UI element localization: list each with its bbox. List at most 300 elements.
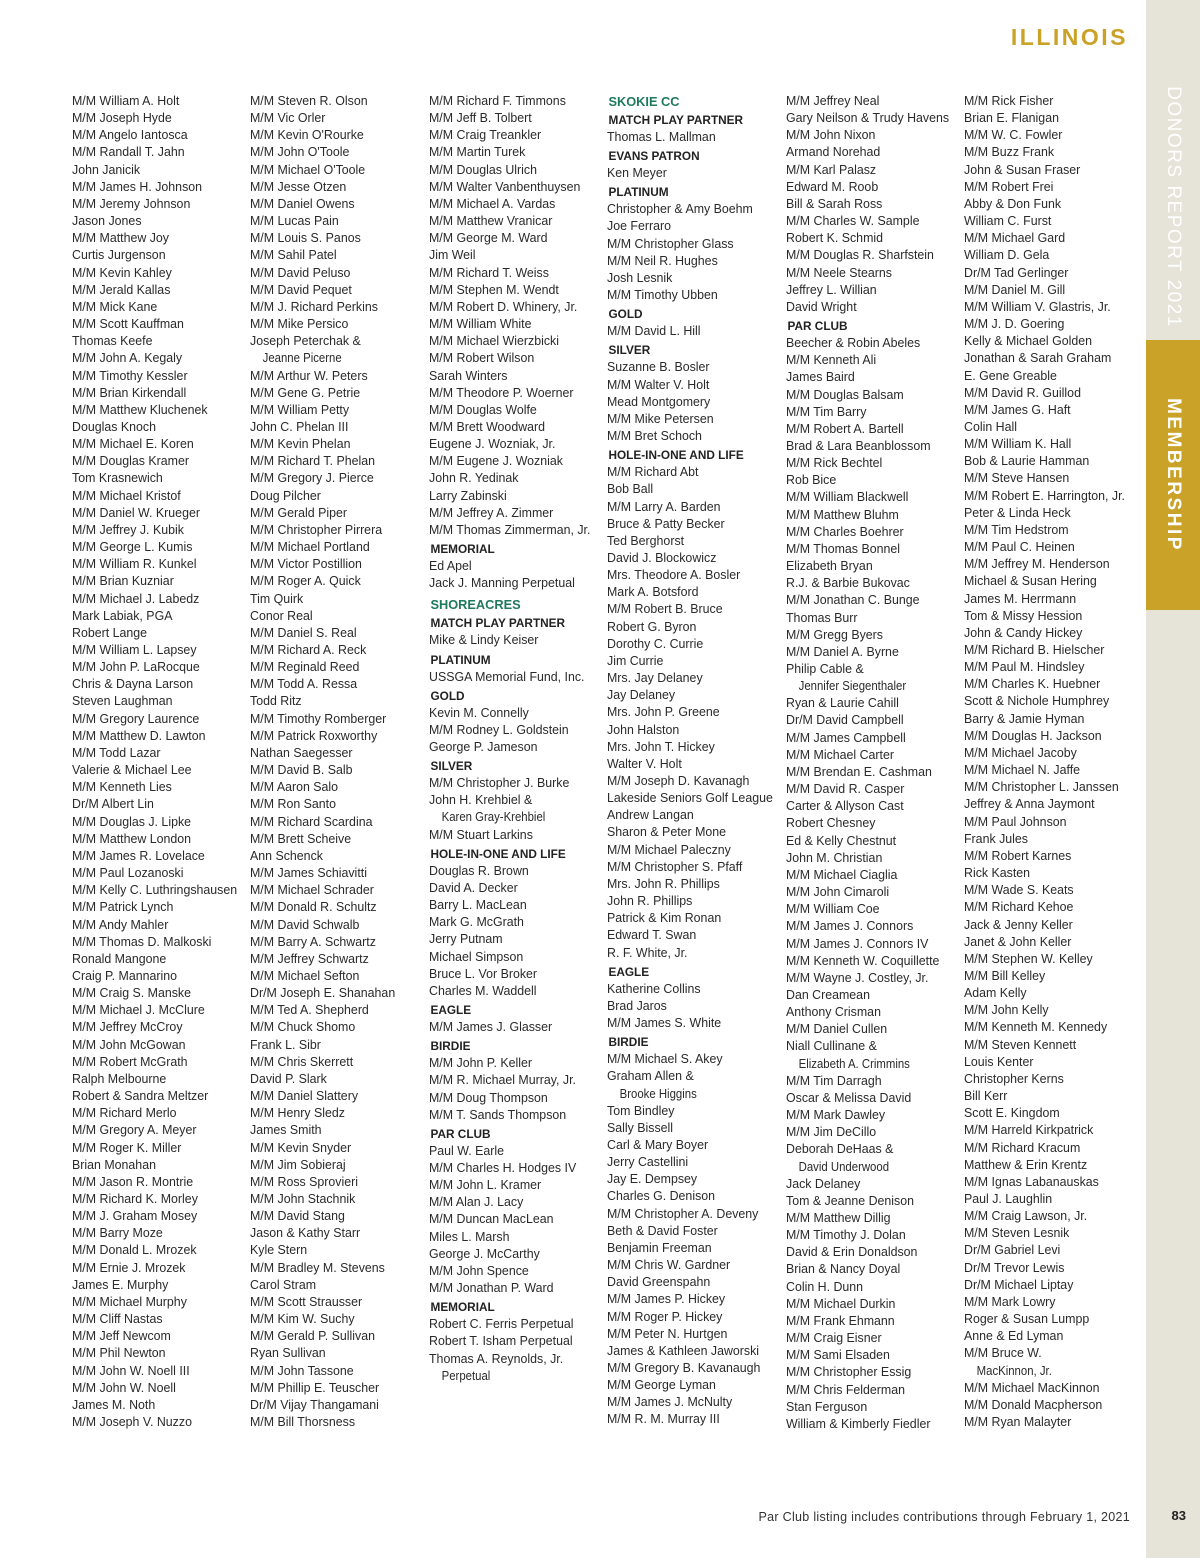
donor-name: M/M David L. Hill [607,324,701,339]
donor-name: M/M Sahil Patel [250,248,337,263]
donor-name: Frank L. Sibr [250,1037,321,1052]
donor-name-continued: Karen Gray-Krehbiel [441,810,546,825]
donor-name: M/M Michael Sefton [250,968,360,983]
donor-name: Edward T. Swan [607,928,697,943]
donor-name: M/M Roger K. Miller [72,1140,182,1155]
donor-name: M/M Gerald P. Sullivan [250,1329,375,1344]
donor-name: M/M Chris Felderman [786,1382,906,1397]
donor-name: Anne & Ed Lyman [964,1329,1064,1344]
donor-name: M/M Stuart Larkins [429,827,533,842]
donor-name: M/M Michael J. McClure [72,1003,205,1018]
donor-name: M/M Christopher Pirrera [250,522,383,537]
donor-name: M/M Christopher J. Burke [429,776,570,791]
donor-name: M/M Robert Wilson [429,351,535,366]
donor-name: M/M Kenneth Ali [786,353,877,368]
donor-name: Charles M. Waddell [429,983,537,998]
donor-name: M/M Douglas Ulrich [429,162,538,177]
donor-name: Andrew Langan [607,808,694,823]
donor-name: M/M Bradley M. Stevens [250,1260,385,1275]
donor-name: M/M Jeff B. Tolbert [429,111,532,126]
donor-name: M/M Jeffrey A. Zimmer [429,505,554,520]
donor-name: M/M Patrick Lynch [72,900,174,915]
donor-name: Mead Montgomery [607,394,711,409]
donor-name: M/M Phillip E. Teuscher [250,1380,380,1395]
donor-name: Dan Creamean [786,987,870,1002]
tier-heading: EVANS PATRON [608,149,700,164]
donor-name: M/M Arthur W. Peters [250,368,368,383]
donor-name: M/M Richard Abt [607,465,699,480]
donor-name: Robert K. Schmid [786,231,884,246]
donor-name: James M. Herrmann [964,591,1077,606]
donor-name: Joe Ferraro [607,219,671,234]
donor-name-continued: Jeanne Picerne [262,351,342,366]
donor-name: Dorothy C. Currie [607,636,704,651]
tier-heading: GOLD [430,688,465,703]
donor-name: M/M Jonathan P. Ward [429,1281,554,1296]
donor-name: M/M Matthew Vranicar [429,214,553,229]
donor-name: M/M Bill Kelley [964,968,1046,983]
donor-name: M/M James P. Hickey [607,1292,726,1307]
donor-name: Josh Lesnik [607,270,673,285]
donor-name: M/M Christopher Essig [786,1365,912,1380]
tier-heading: MEMORIAL [430,1300,495,1315]
donor-name: M/M Mark Dawley [786,1108,886,1123]
donor-name: Armand Norehad [786,145,881,160]
tier-heading: BIRDIE [608,1035,649,1050]
donor-name: Elizabeth Bryan [786,559,873,574]
donor-name: Robert Lange [72,625,148,640]
donor-name: Dr/M David Campbell [786,713,904,728]
donor-name: M/M Walter Vanbenthuysen [429,179,581,194]
tier-heading: EAGLE [430,1003,472,1018]
donor-name: M/M Frank Ehmann [786,1313,895,1328]
donor-name: M/M Jerald Kallas [72,282,171,297]
donor-name: M/M Tim Darragh [786,1073,882,1088]
donor-name: M/M Gregory B. Kavanaugh [607,1361,761,1375]
donor-name: M/M David R. Guillod [964,385,1081,400]
donor-name: M/M Robert Frei [964,179,1054,194]
donor-name: M/M Christopher A. Deveny [607,1206,759,1221]
tier-heading: PAR CLUB [787,319,848,334]
donor-name: M/M John Tassone [250,1363,354,1378]
donor-name: Christopher Kerns [964,1071,1064,1086]
donor-name: M/M Timothy Ubben [607,288,718,303]
donor-name: M/M Paul C. Heinen [964,540,1075,555]
donor-name: M/M James J. Connors IV [786,936,929,951]
donor-name: Adam Kelly [964,986,1027,1001]
section-tab [1146,340,1200,610]
donor-name: David A. Decker [429,880,518,895]
donor-name: M/M Richard B. Hielscher [964,643,1105,657]
donor-name: Mike & Lindy Keiser [429,633,539,648]
donor-name: M/M Richard F. Timmons [429,94,566,108]
donor-name: M/M John Nixon [786,128,876,143]
donor-name: Kevin M. Connelly [429,705,529,720]
donor-name-continued: Jennifer Siegenthaler [798,679,907,694]
donor-column-6 [964,93,1139,1431]
donor-name: William D. Gela [964,248,1050,263]
donor-name: Mark Labiak, PGA [72,608,173,623]
donor-name: M/M Michael Kristof [72,488,181,503]
donor-name: M/M Victor Postillion [250,557,362,572]
donor-name: M/M Chris Skerrett [250,1054,354,1069]
donor-name: Jeffrey L. Willian [786,282,877,297]
donor-name: M/M Gregory Laurence [72,711,200,726]
donor-name: M/M Peter N. Hurtgen [607,1326,728,1341]
donor-name: Louis Kenter [964,1054,1034,1069]
donor-name: Douglas Knoch [72,419,156,434]
donor-name: M/M Alan J. Lacy [429,1195,524,1210]
tier-heading: PLATINUM [608,185,669,200]
donor-name-continued: MacKinnon, Jr. [976,1363,1052,1378]
donor-name: M/M Rick Fisher [964,94,1054,108]
donor-name: M/M Daniel Slattery [250,1089,359,1104]
donor-name: M/M Mick Kane [72,299,158,314]
donor-name: Todd Ritz [250,694,302,709]
state-title: ILLINOIS [1010,24,1128,50]
donor-name: Mrs. John R. Phillips [607,876,720,891]
donor-name: M/M William V. Glastris, Jr. [964,299,1111,314]
donor-name: Bob & Laurie Hamman [964,454,1090,469]
donor-name: M/M Brendan E. Cashman [786,764,932,779]
donor-name: M/M Phil Newton [72,1346,166,1361]
donor-name: Ed Apel [429,559,472,574]
donor-name: M/M Reginald Reed [250,660,360,675]
donor-name: M/M John Kelly [964,1003,1049,1018]
donor-column-4 [607,93,782,1429]
donor-name: M/M Louis S. Panos [250,231,361,246]
donor-name: Dr/M Tad Gerlinger [964,265,1069,280]
donor-name: M/M Gregg Byers [786,627,883,642]
donor-name: M/M Kim W. Suchy [250,1312,355,1327]
donor-name: James Smith [250,1123,322,1138]
donor-name: M/M Christopher S. Pfaff [607,859,743,874]
donor-name: M/M Michael E. Koren [72,437,194,452]
donor-name: Jack & Jenny Keller [964,917,1073,932]
donor-name: John H. Krehbiel & [429,793,533,808]
donor-name: Michael & Susan Hering [964,574,1097,589]
donor-name: M/M Daniel A. Byrne [786,644,899,659]
donor-name: M/M Michael Schrader [250,883,374,898]
footer-note: Par Club listing includes contributions through February 1, 2021 [758,1510,1130,1524]
donor-name: Barry & Jamie Hyman [964,711,1085,726]
donor-name: Sarah Winters [429,368,508,383]
donor-name: M/M George L. Kumis [72,540,193,555]
donor-name: M/M John Cimaroli [786,885,890,900]
donor-name: M/M Donald R. Schultz [250,900,377,915]
donor-name: M/M Roger A. Quick [250,574,361,589]
tier-heading: MATCH PLAY PARTNER [430,616,566,631]
donor-name: M/M Robert McGrath [72,1054,188,1069]
donor-name-continued: David Underwood [798,1159,890,1174]
donor-name: M/M Michael Durkin [786,1296,896,1311]
donor-name: R. F. White, Jr. [607,945,688,960]
donor-name: M/M Jesse Otzen [250,179,347,194]
donor-name: Gary Neilson & Trudy Havens [786,111,950,126]
donor-name: Janet & John Keller [964,934,1072,949]
donor-name: Graham Allen & [607,1069,694,1084]
donor-name: Mark A. Botsford [607,585,699,600]
donor-name: Deborah DeHaas & [786,1142,894,1157]
donor-name: Paul J. Laughlin [964,1192,1053,1206]
donor-name: M/M William L. Lapsey [72,643,197,657]
donor-name: Ken Meyer [607,166,667,181]
donor-name: Ted Berghorst [607,533,685,548]
donor-name: M/M David Stang [250,1209,345,1224]
donor-name: M/M William Blackwell [786,490,909,505]
donor-name: M/M Lucas Pain [250,214,339,229]
donor-name: M/M Kenneth W. Coquillette [786,953,940,968]
donor-name: M/M Kelly C. Luthringshausen [72,883,238,898]
donor-name: David Greenspahn [607,1275,711,1290]
donor-name: M/M Michael Carter [786,747,895,762]
donor-name: Thomas Burr [786,610,858,625]
donor-name: M/M Donald L. Mrozek [72,1243,197,1258]
donor-name: Scott & Nichole Humphrey [964,694,1110,709]
donor-name: M/M Richard T. Phelan [250,454,375,469]
donor-name: Chris & Dayna Larson [72,677,194,692]
donor-name-continued: Perpetual [441,1368,491,1383]
donor-name: Robert Chesney [786,816,876,831]
donor-name: M/M Brett Scheive [250,831,352,846]
donor-name: M/M Matthew Joy [72,231,169,246]
tier-heading: BIRDIE [430,1039,471,1054]
donor-name: Carol Stram [250,1277,317,1292]
donor-name: M/M Douglas R. Sharfstein [786,248,934,263]
tier-heading: PAR CLUB [430,1126,491,1141]
donor-name: Larry Zabinski [429,488,507,503]
donor-name: John R. Yedinak [429,471,519,486]
donor-name: M/M James G. Haft [964,402,1071,417]
donor-name: M/M George M. Ward [429,231,548,246]
donor-name: M/M Michael A. Vardas [429,196,556,211]
donor-name: M/M Jeffrey Schwartz [250,951,369,966]
donor-name: Jonathan & Sarah Graham [964,351,1112,366]
donor-name: M/M John L. Kramer [429,1178,542,1193]
donor-name: M/M Craig Eisner [786,1331,882,1346]
donor-name: M/M Paul Johnson [964,814,1067,829]
donor-name: M/M William Petty [250,402,350,417]
donor-name: Tom Bindley [607,1103,675,1118]
report-label-text: DONORS REPORT 2021 [1163,86,1184,328]
donor-name: John Halston [607,722,680,737]
donor-name: M/M Kevin Phelan [250,437,351,452]
donor-name: M/M Duncan MacLean [429,1212,554,1227]
donor-name: Brian E. Flanigan [964,111,1059,126]
donor-name: M/M J. D. Goering [964,317,1065,332]
donor-name: M/M David Peluso [250,265,351,280]
donor-name: M/M Walter V. Holt [607,377,710,392]
donor-name: M/M Jonathan C. Bunge [786,593,920,608]
donor-name: M/M Richard A. Reck [250,643,367,657]
tier-heading: MATCH PLAY PARTNER [608,113,744,127]
donor-name: M/M R. Michael Murray, Jr. [429,1073,576,1088]
tier-heading: MEMORIAL [430,542,495,557]
donor-name: M/M Michael Paleczny [607,842,731,857]
donor-name: Ralph Melbourne [72,1071,167,1086]
donor-name: M/M Timothy Kessler [72,368,188,383]
donor-name: Mrs. John P. Greene [607,705,720,720]
donor-name: M/M Jeff Newcom [72,1329,171,1344]
donor-name: M/M Jim DeCillo [786,1125,877,1140]
donor-name: Jay E. Dempsey [607,1172,698,1187]
donor-name: Dr/M Joseph E. Shanahan [250,986,396,1001]
donor-name: M/M Douglas Balsam [786,387,904,402]
donor-name: Douglas R. Brown [429,863,529,878]
donor-name: Katherine Collins [607,981,701,996]
donor-column-3 [429,93,604,1385]
donor-name: Brad Jaros [607,998,667,1013]
donor-name: M/M Gene G. Petrie [250,385,361,400]
donor-name: M/M Stephen W. Kelley [964,951,1093,966]
donor-name: Curtis Jurgenson [72,248,166,263]
donor-name: Brian Monahan [72,1157,156,1172]
donor-name: M/M Michael Jacoby [964,745,1077,760]
donor-name: Dr/M Michael Liptay [964,1277,1074,1292]
donor-name: M/M Barry A. Schwartz [250,934,376,949]
donor-name: M/M Douglas J. Lipke [72,814,192,829]
donor-name: M/M Douglas H. Jackson [964,728,1102,743]
donor-name: M/M Robert Karnes [964,848,1072,863]
donor-name: Lakeside Seniors Golf League [607,791,773,806]
donor-name: M/M Harreld Kirkpatrick [964,1123,1094,1138]
donor-name: M/M John A. Kegaly [72,351,183,366]
donor-name: Kelly & Michael Golden [964,334,1092,349]
donor-name: M/M Charles Boehrer [786,524,904,539]
donor-name: M/M Mike Persico [250,317,349,332]
donor-name: M/M Neil R. Hughes [607,253,718,268]
side-strip [1146,0,1200,1558]
donor-name: M/M James S. White [607,1016,722,1031]
donor-name: M/M Scott Kauffman [72,317,184,332]
donor-name: Brian & Nancy Doyal [786,1262,901,1277]
donor-name: Mrs. John T. Hickey [607,739,715,754]
donor-name: M/M David R. Casper [786,782,905,797]
donor-name: M/M Michael O'Toole [250,162,366,177]
donor-name: M/M Donald Macpherson [964,1397,1103,1412]
donor-name: Kyle Stern [250,1243,308,1258]
donor-name: M/M Christopher Glass [607,236,734,251]
donor-name: M/M Vic Orler [250,111,326,126]
donor-name: Jerry Castellini [607,1155,689,1170]
donor-name: M/M Matthew Kluchenek [72,402,208,417]
donor-name: Brad & Lara Beanblossom [786,438,931,453]
donor-name: M/M Eugene J. Wozniak [429,454,563,469]
donor-name: John C. Phelan III [250,419,349,434]
donor-name: Abby & Don Funk [964,196,1062,211]
donor-name: M/M Mike Petersen [607,411,714,426]
donor-name: M/M Matthew Bluhm [786,507,899,522]
donor-name: Eugene J. Wozniak, Jr. [429,437,556,452]
donor-name: Tom & Jeanne Denison [786,1193,915,1208]
donor-name: M/M Steven Kennett [964,1037,1077,1052]
donor-name: M/M Paul Lozanoski [72,866,184,881]
donor-name: M/M Kevin Kahley [72,265,172,280]
donor-name: M/M Todd A. Ressa [250,677,358,692]
donor-name: M/M Jeffrey Neal [786,94,880,108]
tier-heading: HOLE-IN-ONE AND LIFE [608,448,744,463]
donor-name: M/M Charles W. Sample [786,214,920,229]
donor-name: M/M Charles H. Hodges IV [429,1160,577,1175]
donor-name: Steven Laughman [72,694,173,709]
donor-name: Jerry Putnam [429,932,503,947]
club-heading: SHOREACRES [430,597,521,613]
donor-name: James E. Murphy [72,1277,169,1292]
donor-name: Walter V. Holt [607,756,682,771]
donor-name: Thomas L. Mallman [607,130,716,144]
donor-name: M/M David Schwalb [250,917,360,932]
donor-name: M/M Ryan Malayter [964,1415,1072,1430]
donor-name: M/M Craig Treankler [429,128,542,143]
donor-name: George P. Jameson [429,740,538,754]
donor-name: M/M Buzz Frank [964,145,1055,160]
donor-column-1 [72,93,247,1431]
donor-name: M/M Richard Scardina [250,814,373,829]
donor-name: Mrs. Theodore A. Bosler [607,568,741,583]
donor-name: M/M Patrick Roxworthy [250,728,378,743]
donor-name: Mark G. McGrath [429,915,524,930]
donor-name: M/M Brian Kirkendall [72,385,187,400]
donor-name: M/M Brian Kuzniar [72,574,174,589]
donor-name: M/M John Spence [429,1263,529,1278]
tier-heading: SILVER [608,343,651,358]
donor-name: M/M Ernie J. Mrozek [72,1260,186,1275]
donor-name: Sally Bissell [607,1120,674,1135]
donor-name: M/M John W. Noell III [72,1363,190,1378]
donor-name: Robert C. Ferris Perpetual [429,1317,574,1332]
donor-name: M/M Jim Sobieraj [250,1157,346,1172]
donor-name: Bill Kerr [964,1089,1008,1104]
donor-name: M/M Gregory A. Meyer [72,1123,197,1138]
donor-name: M/M William Coe [786,902,880,917]
donor-name: Ed & Kelly Chestnut [786,833,897,848]
donor-name: M/M Jeffrey M. Henderson [964,557,1110,572]
donor-name: Barry L. MacLean [429,898,527,913]
donor-name: Oscar & Melissa David [786,1090,912,1105]
donor-name: Charles G. Denison [607,1189,716,1204]
donor-name: M/M David Pequet [250,282,352,297]
donor-name: M/M Chris W. Gardner [607,1258,731,1273]
donor-name: M/M Douglas Wolfe [429,402,537,417]
donor-name: Beth & David Foster [607,1223,718,1238]
donor-name: M/M Ross Sprovieri [250,1174,359,1189]
donor-name: Michael Simpson [429,949,524,964]
donor-name: M/M Craig Lawson, Jr. [964,1209,1088,1224]
donor-name: M/M John P. Keller [429,1056,532,1071]
donor-name: M/M R. M. Murray III [607,1412,720,1427]
tier-heading: PLATINUM [430,652,491,667]
donor-name: M/M Jason R. Montrie [72,1174,194,1189]
donor-name: M/M Richard Merlo [72,1106,177,1121]
donor-name: M/M Doug Thompson [429,1090,548,1105]
donor-name: Thomas A. Reynolds, Jr. [429,1351,564,1366]
donor-name: Conor Real [250,608,313,623]
donor-name: M/M Ted A. Shepherd [250,1003,369,1018]
donor-name: M/M Steve Hansen [964,471,1070,486]
donor-name: Jack Delaney [786,1176,861,1191]
donor-name: R.J. & Barbie Bukovac [786,576,910,591]
donor-name: M/M W. C. Fowler [964,128,1063,143]
donor-name: M/M William White [429,317,532,332]
donor-name: M/M Scott Strausser [250,1294,363,1309]
donor-name: M/M J. Richard Perkins [250,299,378,314]
page-number: 83 [1171,1508,1186,1523]
donor-name: Benjamin Freeman [607,1240,712,1255]
donor-name: M/M Craig S. Manske [72,986,192,1001]
donor-name: M/M Charles K. Huebner [964,677,1101,692]
donor-name: M/M Joseph D. Kavanagh [607,774,750,788]
donor-name: M/M Douglas Kramer [72,454,189,469]
